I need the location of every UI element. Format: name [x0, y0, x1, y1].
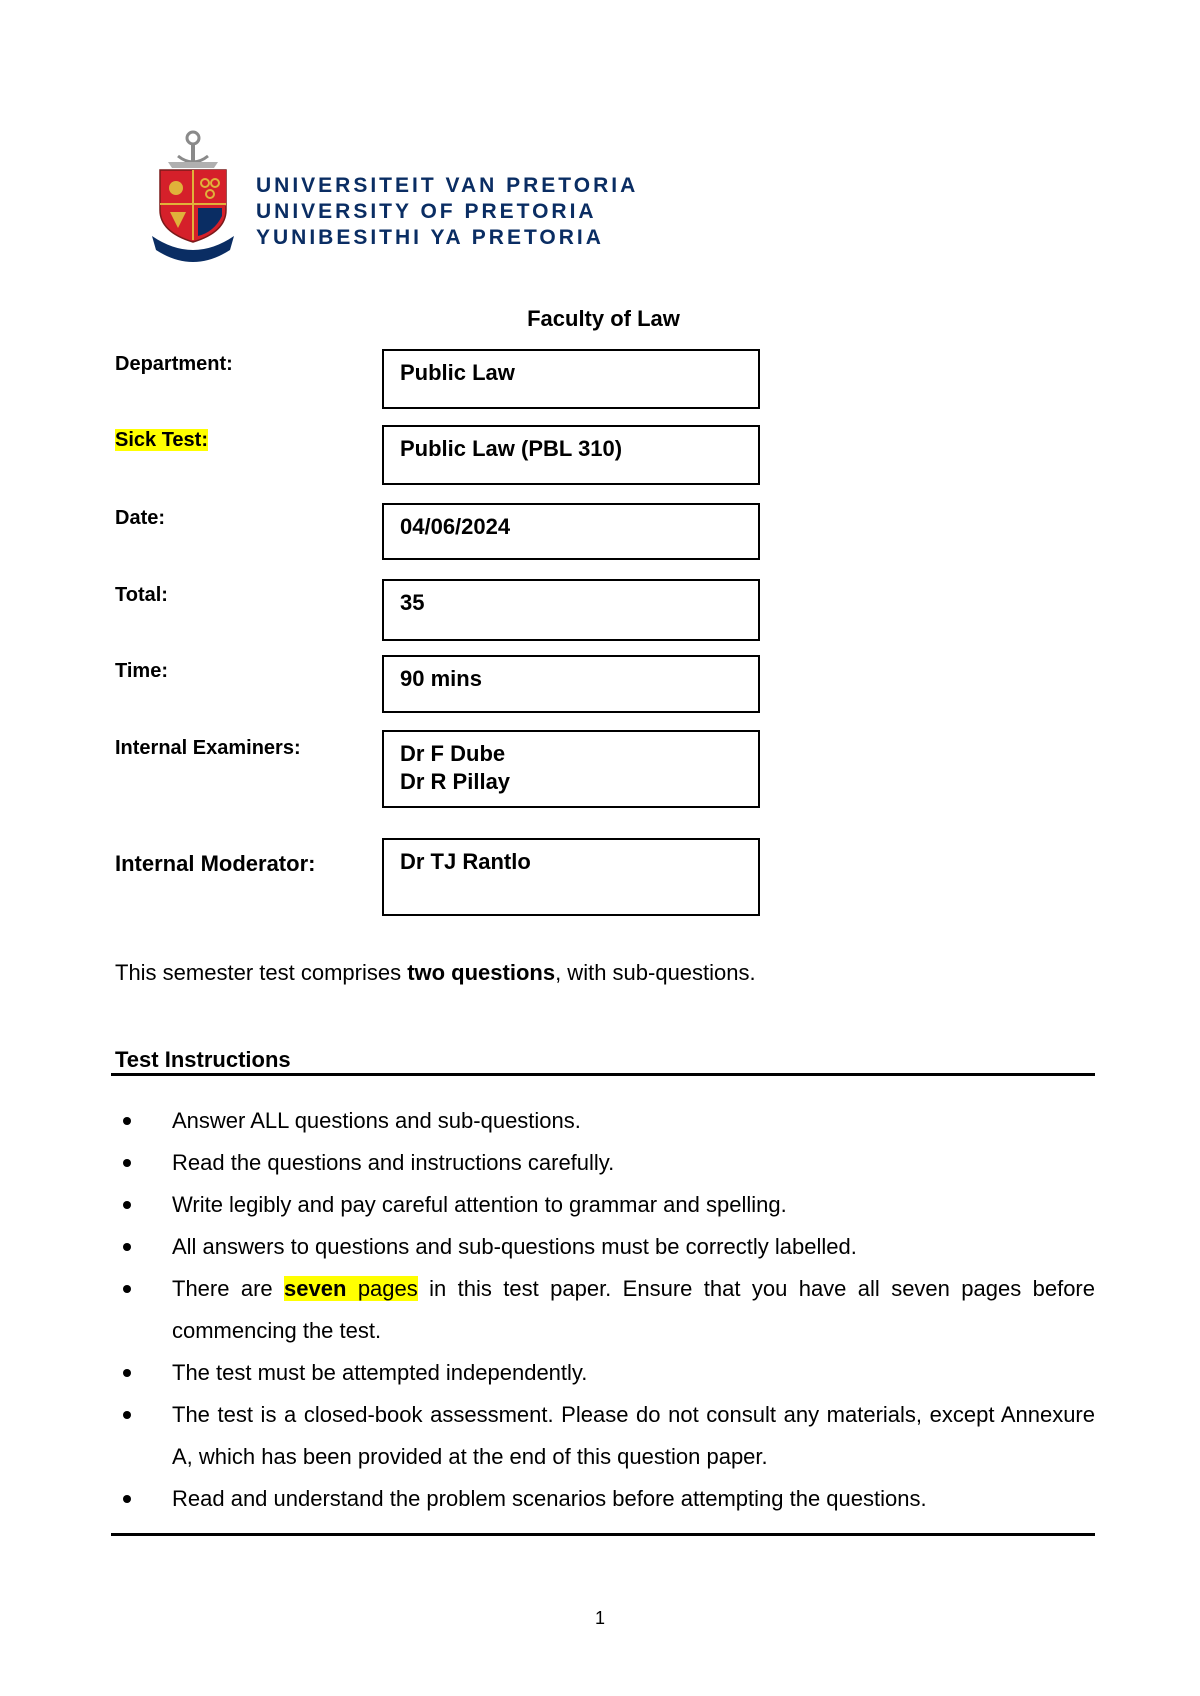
intro-text-before: This semester test comprises [115, 960, 408, 985]
instruction-text: The test is a closed-book assessment. Please do not consult any materials, except Annexure A, which has been provided at the end of this question paper. [172, 1402, 1095, 1469]
bullet-icon [123, 1495, 131, 1503]
bullet-icon [123, 1369, 131, 1377]
sick-test-box [382, 425, 760, 485]
date-label: Date: [115, 507, 166, 529]
internal-examiners-label: Internal Examiners: [115, 737, 301, 759]
bullet-icon [123, 1285, 131, 1293]
internal-examiner-1: Dr F Dube [400, 741, 506, 766]
instruction-text: There are [172, 1276, 285, 1301]
time-box [382, 655, 760, 713]
total-label: Total: [115, 584, 168, 606]
instructions-title: Test Instructions [115, 1047, 291, 1072]
list-item [111, 1226, 1095, 1268]
intro-text-after: , with sub-questions. [555, 960, 756, 985]
logo-text-sepedi: YUNIBESITHI YA PRETORIA [256, 226, 604, 249]
bullet-icon [123, 1117, 131, 1125]
time-label: Time: [115, 660, 168, 682]
instruction-text: Read and understand the problem scenarios before attempting the questions. [172, 1486, 927, 1511]
sick-test-value: Public Law (PBL 310) [400, 436, 623, 461]
highlighted-bold-word: seven [284, 1276, 347, 1301]
instructions-top-rule [111, 1073, 1095, 1076]
list-item [111, 1100, 1095, 1142]
internal-moderator-label: Internal Moderator: [115, 851, 316, 876]
sick-test-label [115, 429, 208, 452]
intro-text-bold: two questions [407, 960, 556, 985]
instruction-text: Read the questions and instructions carefully. [172, 1150, 615, 1175]
logo-text-english: UNIVERSITY OF PRETORIA [256, 200, 597, 223]
instruction-text: Answer ALL questions and sub-questions. [172, 1108, 581, 1133]
list-item [111, 1394, 1095, 1478]
sick-test-label-text: Sick Test: [115, 429, 208, 451]
list-item [111, 1352, 1095, 1394]
internal-moderator-box [382, 838, 760, 916]
university-crest [148, 128, 238, 262]
instruction-text: The test must be attempted independently. [172, 1360, 588, 1385]
department-label: Department: [115, 353, 233, 375]
department-box [382, 349, 760, 409]
department-value: Public Law [400, 360, 515, 385]
list-item [111, 1268, 1095, 1352]
total-value: 35 [400, 590, 425, 615]
intro-sentence [115, 960, 756, 986]
university-logo [148, 128, 639, 262]
highlighted-phrase [284, 1276, 418, 1301]
time-value: 90 mins [400, 666, 482, 691]
bullet-icon [123, 1243, 131, 1251]
instruction-text: All answers to questions and sub-questions must be correctly labelled. [172, 1234, 857, 1259]
total-box [382, 579, 760, 641]
page-number: 1 [594, 1608, 605, 1628]
list-item [111, 1142, 1095, 1184]
list-item [111, 1184, 1095, 1226]
bullet-icon [123, 1411, 131, 1419]
bullet-icon [123, 1159, 131, 1167]
instructions-list [111, 1100, 1095, 1520]
faculty-heading: Faculty of Law [527, 306, 680, 331]
instruction-text: in this test paper. Ensure that you have all seven pages before commencing the test. [172, 1276, 1095, 1343]
instruction-text: Write legibly and pay careful attention to grammar and spelling. [172, 1192, 787, 1217]
date-value: 04/06/2024 [400, 514, 511, 539]
logo-text-afrikaans: UNIVERSITEIT VAN PRETORIA [256, 174, 639, 197]
internal-moderator-value: Dr TJ Rantlo [400, 849, 531, 874]
date-box [382, 503, 760, 560]
highlighted-word: pages [346, 1276, 418, 1301]
internal-examiners-box [382, 730, 760, 808]
bullet-icon [123, 1201, 131, 1209]
list-item [111, 1478, 1095, 1520]
internal-examiner-2: Dr R Pillay [400, 769, 511, 794]
instructions-bottom-rule [111, 1533, 1095, 1536]
